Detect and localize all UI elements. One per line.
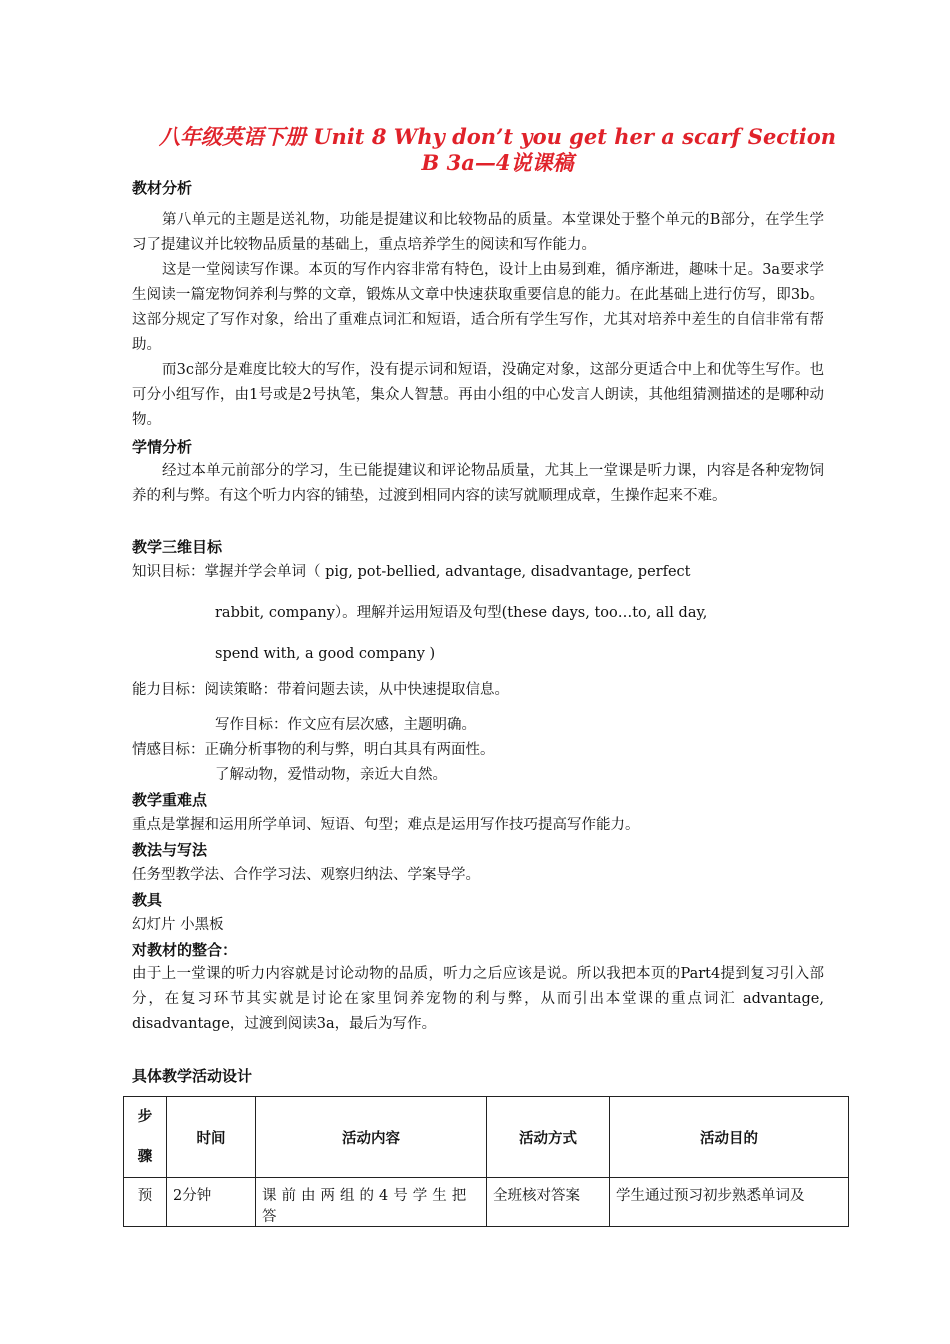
title-line-1: 八年级英语下册 Unit 8 Why don’t you get her a scarf Section xyxy=(158,124,837,149)
activities-heading: 具体教学活动设计 xyxy=(132,1067,253,1085)
header-mode: 活动方式 xyxy=(487,1097,610,1178)
students-paragraph: 经过本单元前部分的学习，生已能提建议和评论物品质量，尤其上一堂课是听力课，内容是各种宠物饲养的利与弊。有这个听力内容的铺垫，过渡到相同内容的读写就顺理成章，生操作起来不难。 xyxy=(132,463,824,504)
cell-content: 课前由两组的4号学生把答 xyxy=(256,1178,487,1227)
header-time: 时间 xyxy=(167,1097,256,1178)
analysis-paragraph-2: 这是一堂阅读写作课。本页的写作内容非常有特色，设计上由易到难，循序渐进，趣味十足。3a要求学生阅读一篇宠物饲养利与弊的文章，锻炼从文章中快速获取重要信息的能力。在此基础上进行仿写，即3b。这部分规定了写作对象，给出了重难点词汇和短语，适合所有学生写作，尤其对培养中差生的自信非常有帮助。 xyxy=(132,262,824,353)
goals-ability-line-1: 能力目标：阅读策略：带着问题去读，从中快速提取信息。 xyxy=(132,682,509,698)
students-heading: 学情分析 xyxy=(132,438,193,456)
goals-knowledge-line-2: rabbit, company）。理解并运用短语及句型(these days, too…to, all day, xyxy=(215,605,708,621)
header-step-line-2: 骤 xyxy=(137,1148,153,1165)
document-title xyxy=(130,124,865,176)
goals-ability-line-2: 写作目标：作文应有层次感，主题明确。 xyxy=(215,717,476,733)
keypoints-text: 重点是掌握和运用所学单词、短语、句型；难点是运用写作技巧提高写作能力。 xyxy=(132,817,640,833)
table-row xyxy=(124,1178,849,1227)
goals-emotion-line-1: 情感目标：正确分析事物的利与弊，明白其具有两面性。 xyxy=(132,742,495,758)
methods-heading: 教法与写法 xyxy=(132,841,208,859)
keypoints-heading: 教学重难点 xyxy=(132,791,208,809)
header-purpose: 活动目的 xyxy=(610,1097,849,1178)
analysis-heading: 教材分析 xyxy=(132,179,193,197)
header-step xyxy=(124,1097,167,1178)
goals-knowledge-line-3: spend with, a good company ) xyxy=(215,646,436,662)
cell-mode: 全班核对答案 xyxy=(487,1178,610,1227)
cell-time: 2分钟 xyxy=(167,1178,256,1227)
tools-heading: 教具 xyxy=(132,891,163,909)
integration-heading: 对教材的整合： xyxy=(132,941,238,959)
table-header-row xyxy=(124,1097,849,1178)
header-step-line-1: 步 xyxy=(137,1108,153,1125)
goals-emotion-line-2: 了解动物，爱惜动物，亲近大自然。 xyxy=(215,767,447,783)
activities-table xyxy=(123,1096,849,1227)
tools-text: 幻灯片 小黑板 xyxy=(132,917,224,933)
methods-text: 任务型教学法、合作学习法、观察归纳法、学案导学。 xyxy=(132,867,480,883)
analysis-paragraph-3: 而3c部分是难度比较大的写作，没有提示词和短语，没确定对象，这部分更适合中上和优等生写作。也可分小组写作，由1号或是2号执笔，集众人智慧。再由小组的中心发言人朗读，其他组猜测描述的是哪种动物。 xyxy=(132,362,824,428)
goals-heading: 教学三维目标 xyxy=(132,538,223,556)
goals-knowledge-line-1: 知识目标：掌握并学会单词（ pig, pot-bellied, advantage, disadvantage, perfect xyxy=(132,564,691,580)
cell-purpose: 学生通过预习初步熟悉单词及 xyxy=(610,1178,849,1227)
header-content: 活动内容 xyxy=(256,1097,487,1178)
title-line-2: B 3a—4说课稿 xyxy=(421,150,574,175)
integration-paragraph: 由于上一堂课的听力内容就是讨论动物的品质，听力之后应该是说。所以我把本页的Part4提到复习引入部分，在复习环节其实就是讨论在家里饲养宠物的利与弊，从而引出本堂课的重点词汇 advantage, disadvantage，过渡到阅读3a，最后为写作。 xyxy=(132,966,824,1032)
analysis-paragraph-1: 第八单元的主题是送礼物，功能是提建议和比较物品的质量。本堂课处于整个单元的B部分，在学生学习了提建议并比较物品质量的基础上，重点培养学生的阅读和写作能力。 xyxy=(132,212,824,253)
cell-step: 预 xyxy=(124,1178,167,1227)
